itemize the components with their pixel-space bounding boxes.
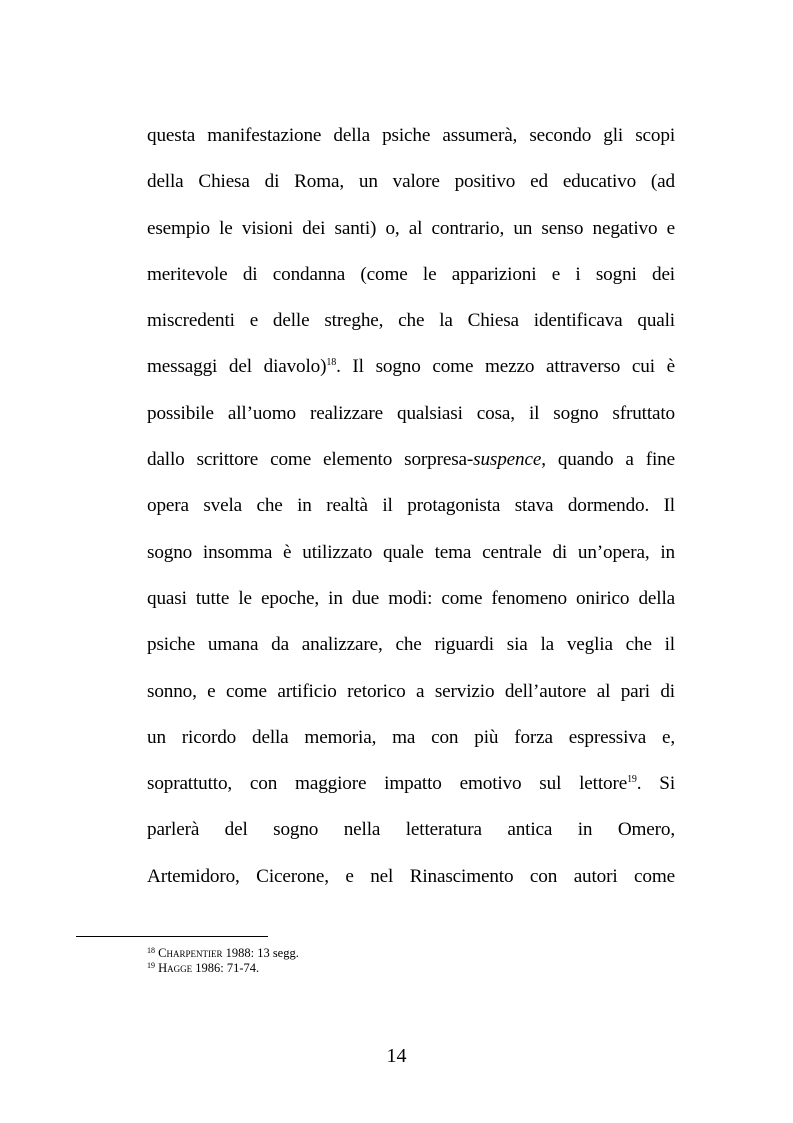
footnote-ref-18[interactable]: 18 — [326, 357, 337, 369]
text-line: possibile all’uomo realizzare qualsiasi cosa, il sogno sfruttato — [147, 402, 675, 424]
text-line: esempio le visioni dei santi) o, al contrario, un senso negativo e — [147, 217, 675, 239]
footnote-18 — [147, 946, 299, 961]
text-line: meritevole di condanna (come le apparizioni e i sogni dei — [147, 263, 675, 285]
footnote-reference: 1988: 13 segg. — [222, 946, 299, 960]
text-fragment: . Il sogno come mezzo attraverso cui è — [336, 356, 675, 378]
text-line — [147, 344, 675, 390]
text-line: quasi tutte le epoche, in due modi: come fenomeno onirico della — [147, 587, 675, 609]
text-line: opera svela che in realtà il protagonista stava dormendo. Il — [147, 495, 675, 517]
text-line: Artemidoro, Cicerone, e nel Rinascimento con autori come — [147, 865, 675, 887]
footnote-author: Hagge — [158, 961, 193, 975]
text-line — [147, 761, 675, 807]
footnote-number: 18 — [147, 946, 155, 955]
footnote-number: 19 — [147, 961, 155, 970]
footnote-separator — [76, 936, 268, 937]
footnote-reference: 1986: 71-74. — [192, 961, 260, 975]
text-line: un ricordo della memoria, ma con più forza espressiva e, — [147, 726, 675, 748]
text-line: della Chiesa di Roma, un valore positivo ed educativo (ad — [147, 171, 675, 193]
text-fragment: soprattutto, con maggiore impatto emotivo sul lettore — [147, 773, 628, 795]
page-number: 14 — [386, 1045, 407, 1067]
footnotes — [147, 946, 299, 976]
text-line: sogno insomma è utilizzato quale tema centrale di un’opera, in — [147, 541, 675, 563]
footnote-author: Charpentier — [158, 946, 223, 960]
text-fragment: messaggi del diavolo) — [147, 356, 327, 378]
text-line: psiche umana da analizzare, che riguardi sia la veglia che il — [147, 634, 675, 656]
text-line — [147, 437, 675, 483]
body-text — [147, 113, 675, 900]
footnote-19 — [147, 961, 299, 976]
text-line: questa manifestazione della psiche assumerà, secondo gli scopi — [147, 125, 675, 146]
text-fragment: , quando a fine — [541, 449, 675, 471]
text-line: miscredenti e delle streghe, che la Chiesa identificava quali — [147, 310, 675, 332]
emphasis-text: suspence — [473, 449, 542, 471]
footnote-ref-19[interactable]: 19 — [627, 774, 637, 786]
text-line: parlerà del sogno nella letteratura antica in Omero, — [147, 819, 675, 841]
text-fragment: dallo scrittore come elemento sorpresa- — [147, 449, 474, 471]
text-line: sonno, e come artificio retorico a servizio dell’autore al pari di — [147, 680, 675, 702]
text-fragment: . Si — [636, 773, 675, 795]
